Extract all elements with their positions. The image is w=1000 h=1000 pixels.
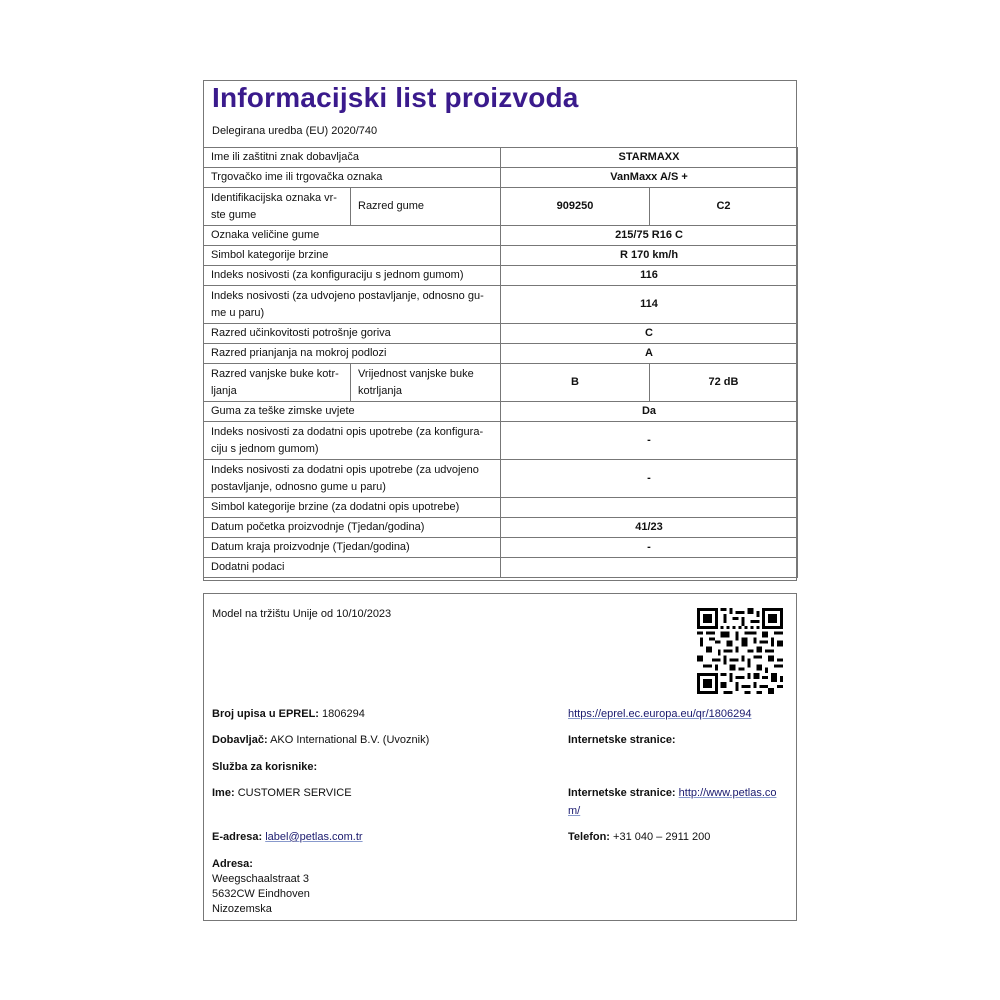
qr-code-icon[interactable] (697, 608, 783, 694)
table-row (204, 558, 798, 578)
name-label: Ime: (212, 787, 235, 799)
supplier-info-card (203, 593, 797, 921)
address-line: Weegschaalstraat 3 (212, 873, 310, 885)
type-id-value: 909250 (501, 188, 650, 226)
add-load-single-value: - (501, 422, 798, 460)
table-row (204, 364, 798, 402)
trade-name-value: VanMaxx A/S + (501, 168, 798, 188)
prod-end-value: - (501, 538, 798, 558)
table-row (204, 460, 798, 498)
eprel-link[interactable]: https://eprel.ec.europa.eu/qr/1806294 (568, 708, 752, 720)
address-label: Adresa: (212, 858, 253, 870)
noise-class-label: Razred vanjske buke kotr-ljanja (204, 364, 351, 402)
type-id-label: Identifikacijska oznaka vr-ste gume (204, 188, 351, 226)
table-row (204, 344, 798, 364)
add-load-single-label: Indeks nosivosti za dodatni opis upotrebe (za konfigura-ciju s jednom gumom) (204, 422, 501, 460)
supplier-name-label: Ime ili zaštitni znak dobavljača (204, 148, 501, 168)
product-info-table (203, 147, 798, 578)
size-label: Oznaka veličine gume (204, 226, 501, 246)
snow-value: Da (501, 402, 798, 422)
noise-value-value: 72 dB (650, 364, 798, 402)
table-row (204, 498, 798, 518)
extra-info-value (501, 558, 798, 578)
phone-label: Telefon: (568, 831, 610, 843)
prod-start-label: Datum početka proizvodnje (Tjedan/godina) (204, 518, 501, 538)
add-speed-value (501, 498, 798, 518)
email-label: E-adresa: (212, 831, 263, 843)
load-dual-value: 114 (501, 286, 798, 324)
wet-grip-label: Razred prianjanja na mokroj podlozi (204, 344, 501, 364)
eprel-value: 1806294 (322, 708, 365, 720)
market-date-text: Model na tržištu Unije od 10/10/2023 (212, 608, 392, 620)
name-row (212, 787, 352, 799)
load-single-value: 116 (501, 266, 798, 286)
table-row (204, 246, 798, 266)
wet-grip-value: A (501, 344, 798, 364)
fuel-value: C (501, 324, 798, 344)
table-row (204, 422, 798, 460)
supplier-value: AKO International B.V. (Uvoznik) (270, 734, 430, 746)
load-dual-label: Indeks nosivosti (za udvojeno postavljanje, odnosno gu-me u paru) (204, 286, 501, 324)
regulation-subtitle: Delegirana uredba (EU) 2020/740 (212, 125, 378, 137)
load-single-label: Indeks nosivosti (za konfiguraciju s jednom gumom) (204, 266, 501, 286)
email-row (212, 831, 363, 843)
add-load-dual-value: - (501, 460, 798, 498)
table-row (204, 402, 798, 422)
website-label: Internetske stranice: (568, 734, 676, 746)
add-speed-label: Simbol kategorije brzine (za dodatni opis upotrebe) (204, 498, 501, 518)
noise-class-value: B (501, 364, 650, 402)
table-row (204, 324, 798, 344)
customer-service-label: Služba za korisnike: (212, 761, 318, 773)
table-row (204, 286, 798, 324)
email-link[interactable]: label@petlas.com.tr (265, 831, 363, 843)
table-row (204, 538, 798, 558)
eprel-row (212, 708, 365, 720)
table-row (204, 148, 798, 168)
phone-row (568, 831, 710, 843)
fuel-label: Razred učinkovitosti potrošnje goriva (204, 324, 501, 344)
name-value: CUSTOMER SERVICE (237, 787, 352, 799)
snow-label: Guma za teške zimske uvjete (204, 402, 501, 422)
product-info-sheet (203, 80, 797, 581)
address-line: 5632CW Eindhoven (212, 888, 310, 900)
address-line: Nizozemska (212, 903, 272, 915)
size-value: 215/75 R16 C (501, 226, 798, 246)
tyre-class-label: Razred gume (351, 188, 501, 226)
eprel-label: Broj upisa u EPREL: (212, 708, 319, 720)
website-row (568, 787, 777, 799)
speed-value: R 170 km/h (501, 246, 798, 266)
table-row (204, 266, 798, 286)
noise-value-label: Vrijednost vanjske buke kotrljanja (351, 364, 501, 402)
supplier-row (212, 734, 429, 746)
table-row (204, 188, 798, 226)
prod-start-value: 41/23 (501, 518, 798, 538)
website-link[interactable]: http://www.petlas.co (678, 787, 777, 799)
table-row (204, 226, 798, 246)
extra-info-label: Dodatni podaci (204, 558, 501, 578)
website-label: Internetske stranice: (568, 787, 676, 799)
trade-name-label: Trgovačko ime ili trgovačka oznaka (204, 168, 501, 188)
speed-label: Simbol kategorije brzine (204, 246, 501, 266)
page-title: Informacijski list proizvoda (212, 82, 579, 113)
supplier-label: Dobavljač: (212, 734, 268, 746)
website-link-continued[interactable]: m/ (568, 805, 581, 817)
add-load-dual-label: Indeks nosivosti za dodatni opis upotrebe (za udvojeno postavljanje, odnosno gume u paru) (204, 460, 501, 498)
table-row (204, 168, 798, 188)
supplier-name-value: STARMAXX (501, 148, 798, 168)
prod-end-label: Datum kraja proizvodnje (Tjedan/godina) (204, 538, 501, 558)
table-row (204, 518, 798, 538)
phone-value: +31 040 – 2911 200 (613, 831, 711, 843)
tyre-class-value: C2 (650, 188, 798, 226)
